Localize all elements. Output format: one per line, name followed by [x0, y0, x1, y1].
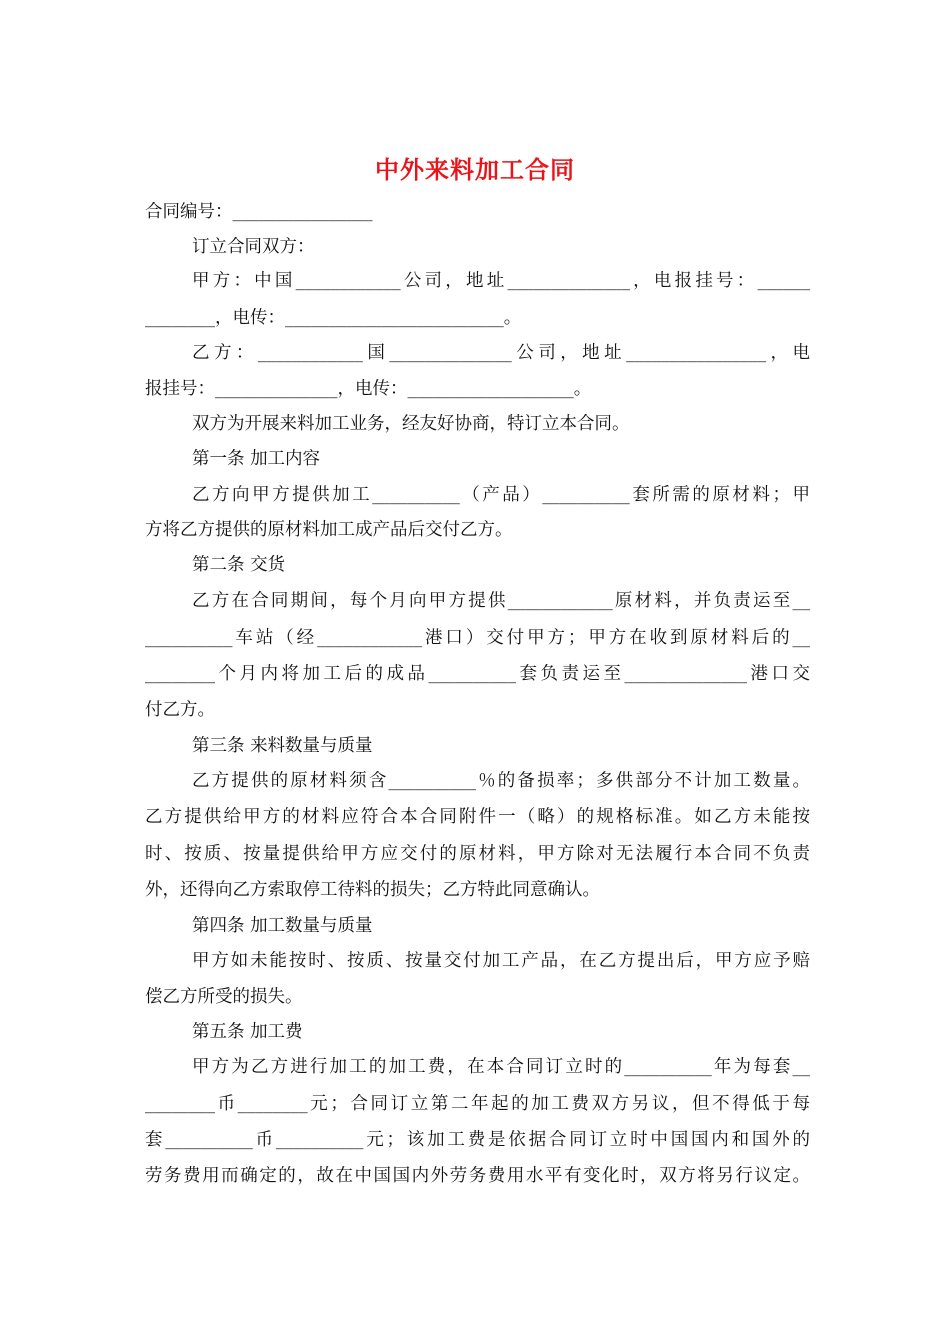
party-b-line-1: 乙方：____________国______________公司，地址________________，电	[192, 343, 810, 363]
article-4-line-1: 甲方如未能按时、按质、按量交付加工产品，在乙方提出后，甲方应予赔	[192, 951, 810, 971]
article-2-line-4: 付乙方。	[145, 700, 215, 720]
article-4-line-2: 偿乙方所受的损失。	[145, 987, 303, 1007]
article-2-line-3: ________个月内将加工后的成品__________套负责运至______________港口交	[145, 664, 810, 684]
article-1-line-1: 乙方向甲方提供加工__________（产品）__________套所需的原材料；甲	[192, 485, 810, 505]
article-3-line-1: 乙方提供的原材料须含__________％的备损率；多供部分不计加工数量。	[192, 771, 810, 791]
article-5-line-3: 套__________币__________元；该加工费是依据合同订立时中国国内和国外的	[145, 1130, 810, 1150]
party-b-line-2: 报挂号：______________，电传：___________________。	[145, 379, 592, 399]
preamble-line: 双方为开展来料加工业务，经友好协商，特订立本合同。	[192, 414, 630, 434]
article-1-heading: 第一条 加工内容	[192, 449, 321, 469]
article-2-line-2: __________车站（经____________港口）交付甲方；甲方在收到原材料后的__	[145, 628, 810, 648]
article-4-heading: 第四条 加工数量与质量	[192, 916, 373, 936]
party-a-line-1: 甲方：中国____________公司，地址______________，电报挂号：______	[192, 271, 810, 291]
article-2-heading: 第二条 交货	[192, 555, 286, 575]
party-a-line-2: ________，电传：_________________________。	[145, 308, 522, 328]
article-3-line-3: 时、按质、按量提供给甲方应交付的原材料，甲方除对无法履行本合同不负责	[145, 844, 810, 864]
article-5-heading: 第五条 加工费	[192, 1022, 303, 1042]
article-1-line-2: 方将乙方提供的原材料加工成产品后交付乙方。	[145, 520, 513, 540]
parties-heading: 订立合同双方：	[192, 237, 315, 257]
contract-number-line: 合同编号：________________	[145, 202, 373, 222]
article-3-heading: 第三条 来料数量与质量	[192, 736, 373, 756]
article-5-line-2: ________币________元；合同订立第二年起的加工费双方另议，但不得低于每	[145, 1094, 810, 1114]
article-5-line-1: 甲方为乙方进行加工的加工费，在本合同订立时的__________年为每套__	[192, 1057, 810, 1077]
article-3-line-2: 乙方提供给甲方的材料应符合本合同附件一（略）的规格标准。如乙方未能按	[145, 807, 810, 827]
document-title: 中外来料加工合同	[375, 155, 575, 184]
article-2-line-1: 乙方在合同期间，每个月向甲方提供____________原材料，并负责运至__	[192, 591, 810, 611]
article-5-line-4: 劳务费用而确定的，故在中国国内外劳务费用水平有变化时，双方将另行议定。	[145, 1166, 810, 1186]
article-3-line-4: 外，还得向乙方索取停工待料的损失；乙方特此同意确认。	[145, 880, 600, 900]
